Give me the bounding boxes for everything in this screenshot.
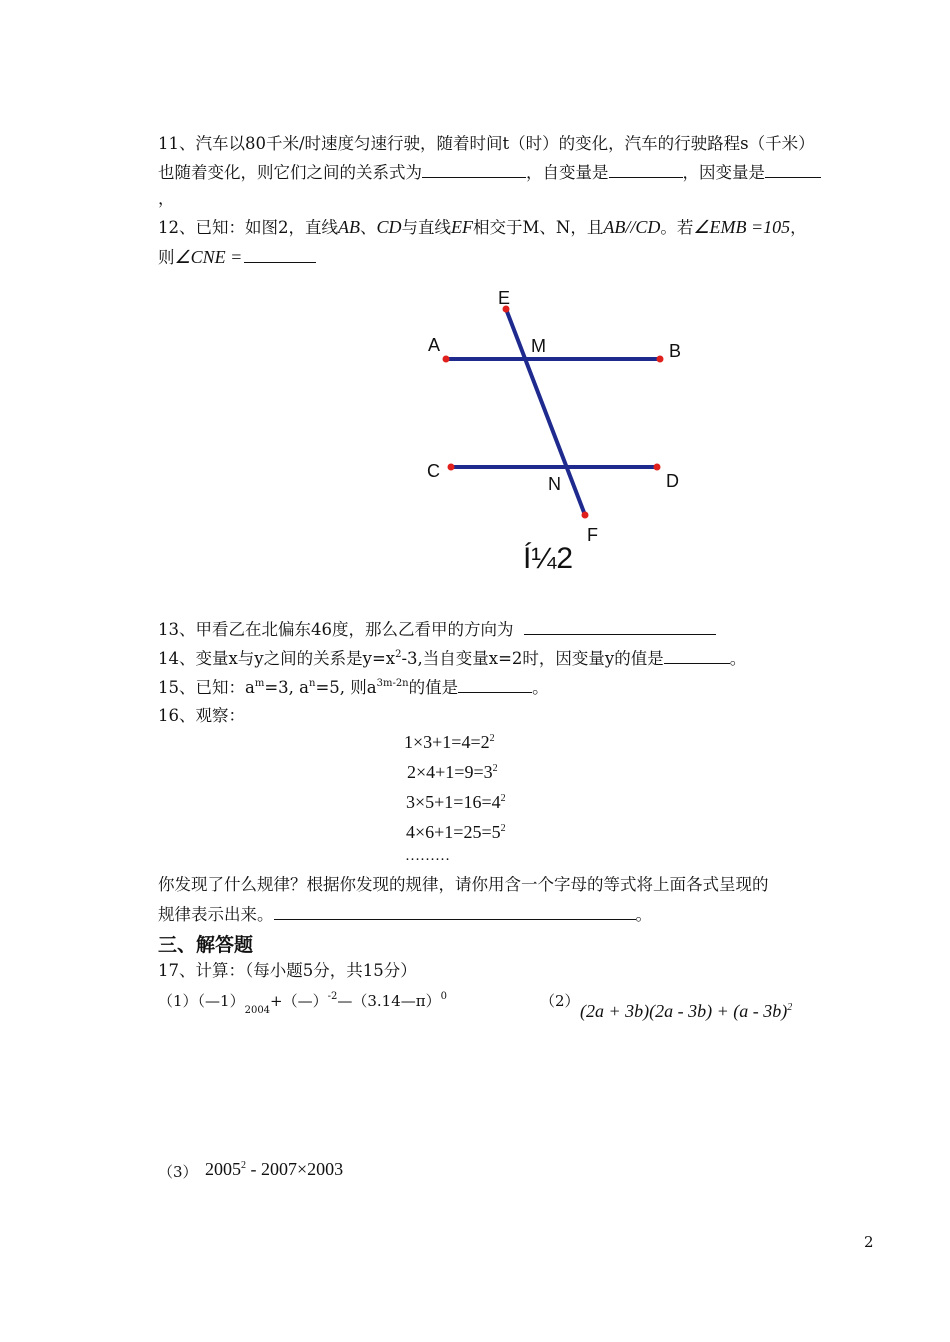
q11-text-c: ，因变量是 <box>682 163 765 182</box>
q16-question-line1: 你发现了什么规律？根据你发现的规律，请你用含一个字母的等式将上面各式呈现的 <box>158 875 769 894</box>
q12-text-4: 。若 <box>660 218 694 237</box>
q14-blank[interactable] <box>664 647 730 664</box>
label-m: M <box>531 336 546 356</box>
q14-text-c: 。 <box>729 649 747 668</box>
q17-part2-label: （2） <box>540 992 580 1010</box>
figure-caption: Í¼2 <box>523 542 574 575</box>
q17-p2-expr: (2a + 3b)(2a - 3b) + (a - 3b) <box>580 1001 788 1021</box>
q17-p1-a: （1）（—1） <box>158 992 245 1010</box>
q17-p1-b: +（—） <box>270 992 328 1010</box>
q15-line <box>158 676 549 699</box>
label-f: F <box>587 525 598 545</box>
q12-text-1: 12、已知：如图2，直线 <box>158 218 338 237</box>
section-heading: 三、解答题 <box>158 934 254 956</box>
q11-text-b: ，自变量是 <box>526 163 609 182</box>
q16-eq3-exp: 2 <box>500 793 506 804</box>
q16-equation-4 <box>406 822 506 843</box>
q17-p1-c: —（3.14—π） <box>337 992 441 1010</box>
label-a: A <box>428 335 441 355</box>
q17-part3-label: （3） <box>158 1163 198 1181</box>
q16-eq3-lhs: 3×5+1=16=4 <box>406 792 501 812</box>
q16-eq1-exp: 2 <box>489 733 495 744</box>
point-a <box>443 356 450 363</box>
point-d <box>654 464 661 471</box>
page-number: 2 <box>864 1233 874 1251</box>
point-c <box>448 464 455 471</box>
q14-text-a: 14、变量x与y之间的关系是y=x <box>158 649 396 668</box>
q11-line3: ， <box>158 189 175 208</box>
q12-text-5: ， <box>790 218 807 237</box>
q15-blank[interactable] <box>458 676 532 693</box>
q15-text-d: 的值是 <box>408 678 459 697</box>
q16-dots: ……… <box>405 848 450 864</box>
q17-p2-exp: 2 <box>787 1002 793 1013</box>
q16-eq1-lhs: 1×3+1=4=2 <box>404 732 490 752</box>
q16-text-a: 规律表示出来。 <box>158 905 274 924</box>
q16-title: 16、观察： <box>158 706 245 725</box>
label-e: E <box>498 288 511 308</box>
q12-line-cd: CD <box>376 217 402 237</box>
q16-eq4-exp: 2 <box>500 823 506 834</box>
figure-2 <box>0 0 950 600</box>
q17-p1-sub: 2004 <box>244 1005 271 1016</box>
label-c: C <box>427 461 440 481</box>
q14-text-b: -3,当自变量x=2时，因变量y的值是 <box>401 649 664 668</box>
q16-eq4-lhs: 4×6+1=25=5 <box>406 822 501 842</box>
point-b <box>657 356 664 363</box>
q17-p3-b: - 2007×2003 <box>246 1159 344 1179</box>
q16-equation-1 <box>404 732 495 753</box>
q15-exp-m: m <box>254 678 265 689</box>
q12-line-ab: AB <box>338 217 360 237</box>
q11-text-a: 也随着变化，则它们之间的关系式为 <box>158 163 422 182</box>
q16-eq2-exp: 2 <box>492 763 498 774</box>
label-b: B <box>669 341 682 361</box>
q17-part3-expression <box>205 1159 343 1180</box>
q17-p1-exp2: 0 <box>440 991 448 1002</box>
label-n: N <box>548 474 561 494</box>
q15-exp-3m2n: 3m-2n <box>376 678 409 689</box>
q17-title: 17、计算：（每小题5分，共15分） <box>158 961 417 980</box>
q13-blank[interactable] <box>524 618 716 635</box>
q16-eq2-lhs: 2×4+1=9=3 <box>407 762 493 782</box>
q12-sep: 、 <box>360 218 377 237</box>
q16-equation-3 <box>406 792 506 813</box>
q11-line1: 11、汽车以80千米/时速度匀速行驶，随着时间t（时）的变化，汽车的行驶路程s（千米） <box>158 134 815 153</box>
q13-line <box>158 618 716 641</box>
q17-p1-exp1: -2 <box>327 991 338 1002</box>
q12-text-2: 与直线 <box>401 218 452 237</box>
q16-text-b: 。 <box>635 905 652 924</box>
q16-question-line2 <box>158 903 652 926</box>
q15-text-c: =5, 则a <box>315 678 377 697</box>
q12-angle-emb: ∠EMB =105 <box>693 217 791 237</box>
label-d: D <box>666 471 679 491</box>
q15-exp-n: n <box>308 678 316 689</box>
q12-text-3: 相交于M、N，且 <box>473 218 604 237</box>
q12-then: 则 <box>158 248 175 267</box>
q15-text-e: 。 <box>532 678 549 697</box>
q15-text-a: 15、已知：a <box>158 678 255 697</box>
q17-part1 <box>158 990 448 1016</box>
q13-text: 13、甲看乙在北偏东46度，那么乙看甲的方向为 <box>158 620 514 639</box>
q16-equation-2 <box>407 762 498 783</box>
q12-angle-cne: ∠CNE = <box>174 247 243 267</box>
q12-line-ef: EF <box>451 217 474 237</box>
q17-p3-exp: 2 <box>241 1160 246 1171</box>
q17-p3-a: 2005 <box>205 1159 241 1179</box>
point-f <box>582 512 589 519</box>
q14-exponent: 2 <box>395 649 402 660</box>
q14-line <box>158 647 746 670</box>
q16-blank[interactable] <box>274 903 636 920</box>
q12-parallel: AB//CD <box>603 217 661 237</box>
q17-part2-expression <box>580 1001 792 1022</box>
q15-text-b: =3, a <box>264 678 309 697</box>
